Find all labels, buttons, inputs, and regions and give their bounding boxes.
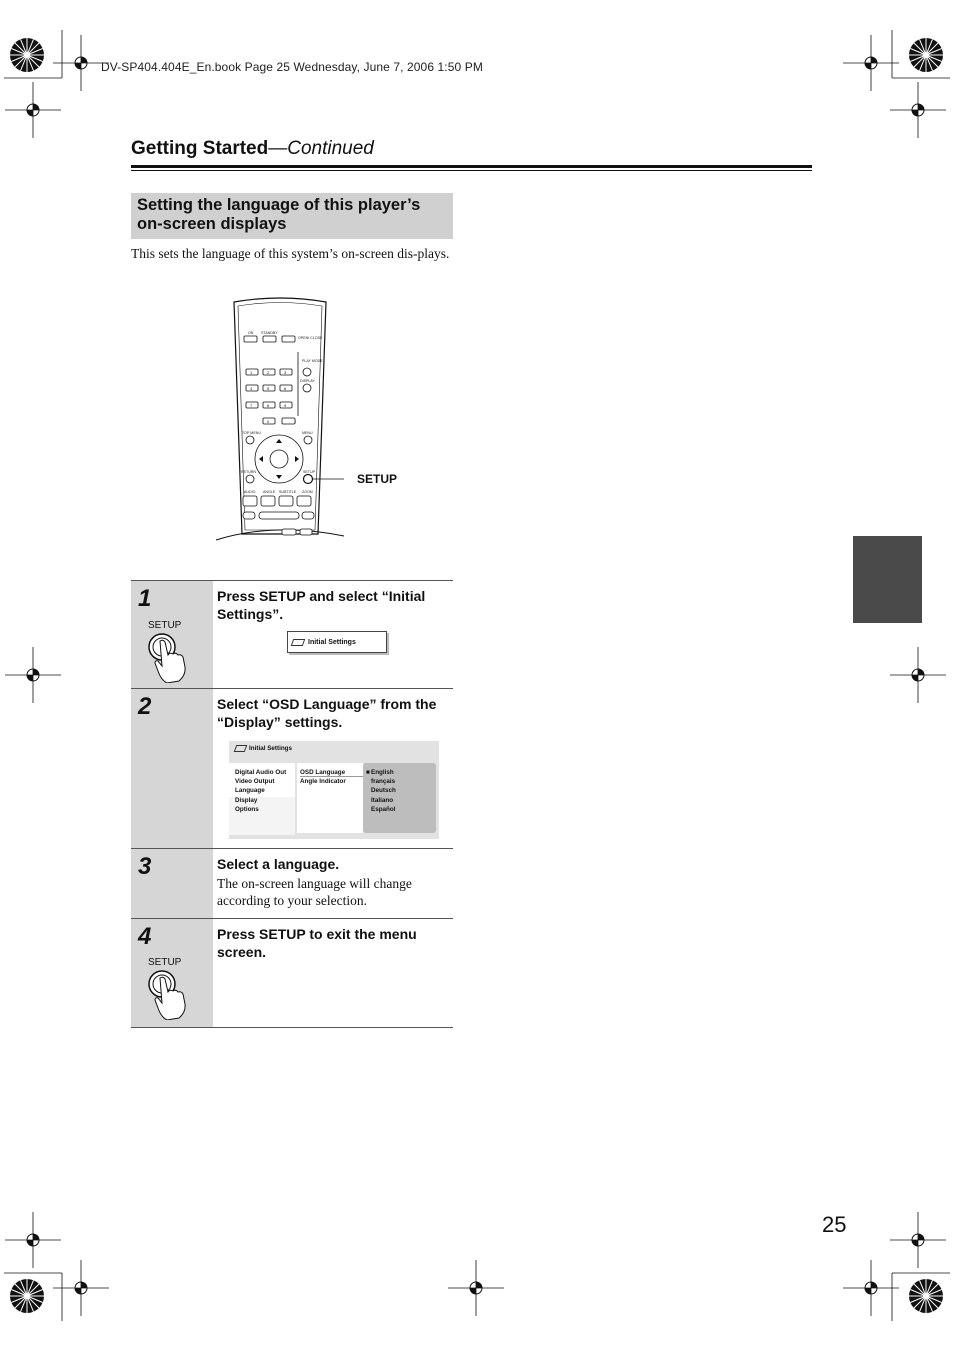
intro-text: This sets the language of this system’s on-screen dis-plays.	[131, 246, 450, 261]
chapter-side-tab	[853, 536, 922, 623]
remote-label-audio: AUDIO	[244, 490, 256, 494]
remote-label-top-menu: TOP MENU	[242, 431, 261, 435]
remote-digit-6: 6	[284, 386, 287, 391]
remote-digit-2: 2	[267, 370, 270, 375]
heading-rule	[131, 165, 812, 168]
step-4	[131, 918, 453, 1028]
remote-label-display: DISPLAY	[300, 379, 315, 383]
step-1-screen-label: Initial Settings	[308, 638, 356, 646]
remote-label-angle: ANGLE	[263, 490, 276, 494]
language-option[interactable]: français	[371, 778, 396, 785]
menu-item[interactable]: Digital Audio Out	[235, 769, 287, 776]
remote-digit-5: 5	[267, 386, 270, 391]
step-1	[131, 580, 453, 688]
step-2-number: 2	[138, 693, 152, 720]
setup-press-icon	[146, 631, 196, 683]
step-3-body: The on-screen language will change according to your selection.	[217, 876, 412, 908]
page-heading	[131, 138, 374, 160]
remote-control-illustration	[214, 296, 344, 546]
step-3	[131, 848, 453, 918]
remote-digit-3: 3	[284, 370, 287, 375]
heading-rule-thin	[131, 170, 812, 171]
setting-item-angle-indicator[interactable]: Angle Indicator	[300, 778, 346, 785]
remote-label-on: ON	[248, 331, 254, 335]
step-2-screen-title: Initial Settings	[249, 745, 293, 752]
step-3-left	[131, 849, 213, 918]
step-2	[131, 688, 453, 848]
remote-digit-7: 7	[250, 403, 253, 408]
remote-label-subtitle: SUBTITLE	[279, 490, 297, 494]
heading-main: Getting Started	[131, 138, 269, 159]
remote-label-setup: SETUP	[303, 470, 315, 474]
step-1-screen	[287, 631, 387, 653]
setup-press-icon	[146, 968, 196, 1020]
remote-label-return: RETURN	[241, 470, 256, 474]
remote-label-play-mode: PLAY MODE	[302, 359, 323, 363]
remote-label-menu: MENU	[302, 431, 313, 435]
section-title: Setting the language of this player’s on-screen displays	[137, 196, 421, 233]
step-2-screen-header	[235, 745, 292, 752]
step-1-setup-label: SETUP	[148, 620, 182, 631]
remote-label-zoom: ZOOM	[302, 490, 313, 494]
steps-table	[131, 580, 453, 1028]
remote-digit-1: 1	[250, 370, 253, 375]
heading-continued: —Continued	[268, 138, 374, 159]
step-1-number: 1	[138, 585, 152, 612]
menu-item[interactable]: Video Output	[235, 778, 275, 785]
settings-icon	[291, 639, 306, 646]
language-option[interactable]: Deutsch	[371, 787, 396, 794]
step-3-content	[213, 849, 453, 918]
option-selected-marker: ■	[366, 769, 370, 776]
menu-item[interactable]: Options	[235, 806, 259, 813]
language-option[interactable]: English	[371, 769, 394, 776]
remote-digit-9: 9	[284, 403, 287, 408]
step-4-content	[213, 919, 453, 1027]
step-2-screen	[229, 741, 439, 839]
remote-digit-4: 4	[250, 386, 253, 391]
step-1-content	[213, 581, 453, 688]
remote-digit-8: 8	[267, 403, 270, 408]
menu-item[interactable]: Display	[235, 797, 258, 804]
remote-digit-0: 0	[267, 419, 270, 424]
step-3-title: Select a language.	[217, 856, 340, 872]
step-4-left	[131, 919, 213, 1027]
step-1-left	[131, 581, 213, 688]
step-4-setup-label: SETUP	[148, 957, 182, 968]
language-option[interactable]: Italiano	[371, 797, 394, 804]
step-4-title: Press SETUP to exit the menu screen.	[217, 926, 417, 960]
step-2-title: Select “OSD Language” from the “Display” settings.	[217, 696, 437, 730]
setting-item-osd-language[interactable]: OSD Language	[300, 769, 363, 777]
remote-label-open-close: OPEN/ CLOSE	[298, 336, 323, 340]
remote-label-standby: STANDBY	[261, 331, 278, 335]
file-header: DV-SP404.404E_En.book Page 25 Wednesday, June 7, 2006 1:50 PM	[101, 60, 483, 74]
step-4-number: 4	[138, 923, 152, 950]
step-2-left	[131, 689, 213, 848]
language-option[interactable]: Español	[371, 806, 396, 813]
menu-item[interactable]: Language	[235, 787, 265, 794]
step-3-number: 3	[138, 853, 152, 880]
remote-setup-callout: SETUP	[357, 472, 398, 486]
step-1-title: Press SETUP and select “Initial Settings”.	[217, 588, 426, 622]
page-number: 25	[822, 1212, 847, 1237]
settings-icon	[234, 745, 248, 752]
step-2-content	[213, 689, 453, 848]
